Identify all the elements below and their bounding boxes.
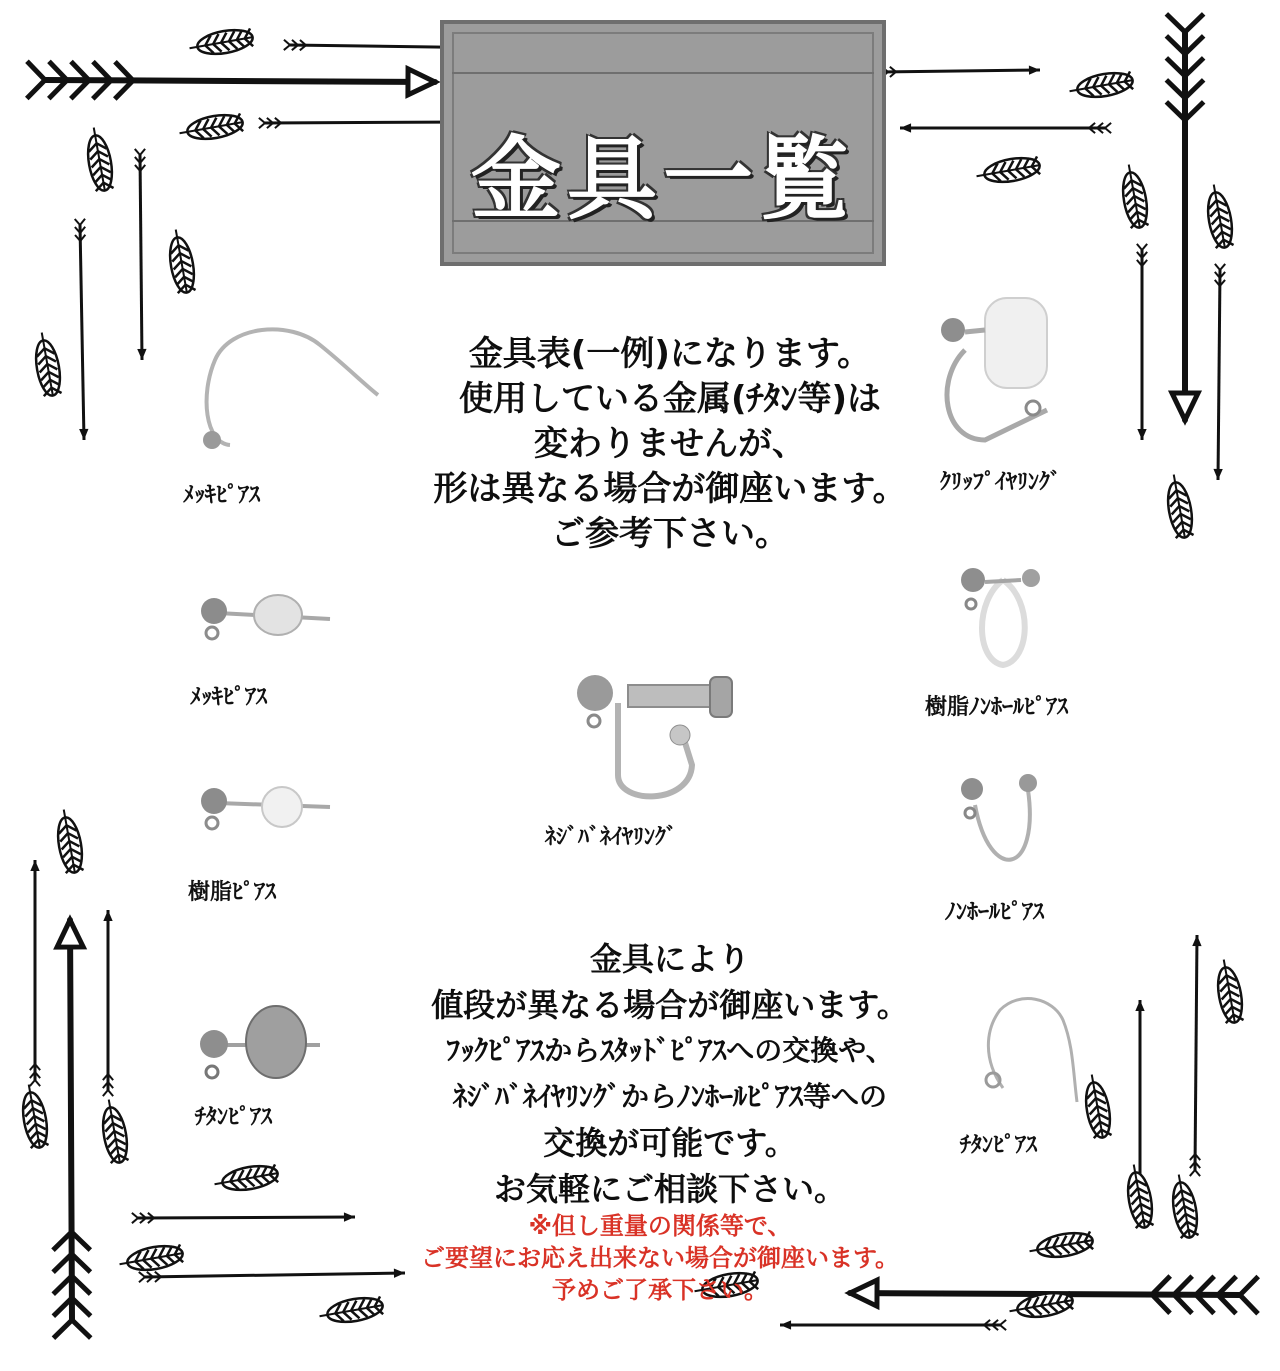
notice-line: 予めご了承下さい。 bbox=[552, 1276, 768, 1304]
fletching-icon bbox=[284, 40, 290, 45]
feather-icon bbox=[18, 1083, 51, 1150]
fletching-icon bbox=[135, 149, 140, 155]
fletching-icon bbox=[1195, 1170, 1200, 1176]
feather-icon bbox=[1028, 1229, 1095, 1262]
arrowhead-icon bbox=[1213, 469, 1222, 480]
intro-line: 使用している金属(ﾁﾀﾝ等)は bbox=[458, 379, 882, 419]
notice-line: ※但し重量の関係等で、 bbox=[528, 1212, 792, 1240]
fletching-icon bbox=[1000, 1325, 1006, 1330]
fletching-icon bbox=[108, 1090, 113, 1096]
large-fletching-icon bbox=[27, 61, 45, 98]
fletching-icon bbox=[1000, 1320, 1006, 1325]
fletching-icon bbox=[1137, 244, 1142, 250]
fletching-icon bbox=[132, 1218, 138, 1223]
label-nonhole: ﾉﾝﾎｰﾙﾋﾟｱｽ bbox=[945, 900, 1045, 925]
fletching-icon bbox=[1220, 264, 1225, 270]
clip-earring-image bbox=[935, 290, 1075, 460]
intro-line: 金具表(一例)になります。 bbox=[468, 334, 872, 374]
fletching-icon bbox=[259, 123, 265, 128]
arrowhead-icon bbox=[1029, 65, 1040, 74]
pricing-line: 金具により bbox=[589, 940, 750, 978]
fletching-icon bbox=[1215, 264, 1220, 270]
feather-icon bbox=[1203, 183, 1236, 250]
arrowhead-icon bbox=[900, 123, 911, 132]
fletching-icon bbox=[284, 45, 290, 50]
fletching-icon bbox=[103, 1090, 108, 1096]
feather-icon bbox=[31, 331, 64, 398]
label-screw-earring: ﾈｼﾞﾊﾞﾈｲﾔﾘﾝｸﾞ bbox=[545, 825, 678, 850]
feather-icon bbox=[165, 228, 198, 295]
stud-earring-plated-image bbox=[190, 585, 340, 655]
feather-icon bbox=[1118, 163, 1151, 230]
feather-icon bbox=[1081, 1073, 1114, 1140]
page-title: 金具一覧 bbox=[471, 126, 855, 232]
notice-line: ご要望にお応え出来ない場合が御座います。 bbox=[420, 1244, 900, 1272]
fletching-icon bbox=[35, 1080, 40, 1086]
fletching-icon bbox=[139, 1277, 145, 1282]
large-arrow-icon bbox=[70, 920, 72, 1320]
fletching-icon bbox=[1190, 1170, 1195, 1176]
feather-icon bbox=[1123, 1163, 1156, 1230]
nonhole-earring-image bbox=[950, 765, 1050, 870]
stud-earring-resin-image bbox=[190, 775, 340, 845]
label-stud-titanium: ﾁﾀﾝﾋﾟｱｽ bbox=[195, 1105, 273, 1130]
feather-icon bbox=[213, 1162, 280, 1195]
arrow-icon bbox=[140, 155, 142, 360]
feather-icon bbox=[1068, 69, 1135, 102]
large-fletching-icon bbox=[53, 1320, 90, 1338]
title-rule bbox=[452, 72, 874, 74]
arrowhead-icon bbox=[1192, 935, 1201, 946]
fletching-icon bbox=[1142, 244, 1147, 250]
pricing-text bbox=[390, 936, 950, 1212]
fletching-icon bbox=[30, 1080, 35, 1086]
feather-icon bbox=[178, 111, 245, 144]
notice-text bbox=[300, 1210, 1020, 1306]
fletching-icon bbox=[1105, 123, 1111, 128]
feather-icon bbox=[1213, 958, 1246, 1025]
feather-icon bbox=[1168, 1173, 1201, 1240]
fletching-icon bbox=[132, 1213, 138, 1218]
feather-icon bbox=[118, 1242, 185, 1275]
large-arrowhead-icon bbox=[57, 920, 83, 947]
fletching-icon bbox=[75, 219, 80, 225]
screw-earring-image bbox=[570, 655, 750, 815]
arrowhead-icon bbox=[137, 349, 146, 360]
arrowhead-icon bbox=[79, 429, 88, 440]
fletching-icon bbox=[139, 1272, 145, 1277]
pricing-line: 交換が可能です。 bbox=[543, 1124, 797, 1162]
pricing-line: お気軽にご相談下さい。 bbox=[493, 1170, 846, 1208]
label-hook-plated: ﾒｯｷﾋﾟｱｽ bbox=[183, 483, 261, 508]
label-stud-plated: ﾒｯｷﾋﾟｱｽ bbox=[190, 685, 268, 710]
title-banner bbox=[440, 20, 886, 266]
arrowhead-icon bbox=[30, 860, 39, 871]
arrowhead-icon bbox=[103, 910, 112, 921]
pricing-line: ﾌｯｸﾋﾟｱｽからｽﾀｯﾄﾞﾋﾟｱｽへの交換や、 bbox=[446, 1034, 894, 1067]
large-fletching-icon bbox=[1166, 14, 1203, 32]
label-clip-earring: ｸﾘｯﾌﾟｲﾔﾘﾝｸﾞ bbox=[940, 470, 1062, 495]
intro-line: ご参考下さい。 bbox=[551, 514, 789, 554]
feather-icon bbox=[83, 126, 116, 193]
arrowhead-icon bbox=[1135, 1000, 1144, 1011]
feather-icon bbox=[975, 154, 1042, 187]
feather-icon bbox=[1163, 473, 1196, 540]
intro-text bbox=[390, 332, 950, 557]
arrow-icon bbox=[1218, 270, 1220, 480]
stud-earring-titanium-image bbox=[190, 1000, 330, 1090]
arrow-icon bbox=[1195, 935, 1197, 1170]
intro-line: 変わりませんが、 bbox=[534, 424, 806, 464]
hook-earring-titanium-image bbox=[965, 990, 1085, 1110]
large-arrowhead-icon bbox=[408, 69, 435, 95]
pricing-line: ﾈｼﾞﾊﾞﾈｲﾔﾘﾝｸﾞからﾉﾝﾎｰﾙﾋﾟｱｽ等への bbox=[452, 1080, 887, 1113]
feather-icon bbox=[53, 808, 86, 875]
arrow-icon bbox=[80, 225, 84, 440]
arrowhead-icon bbox=[1137, 429, 1146, 440]
large-arrowhead-icon bbox=[1172, 393, 1198, 420]
label-stud-resin: 樹脂ﾋﾟｱｽ bbox=[188, 880, 277, 905]
label-hook-titanium: ﾁﾀﾝﾋﾟｱｽ bbox=[960, 1133, 1038, 1158]
arrow-icon bbox=[880, 70, 1040, 72]
arrowhead-icon bbox=[780, 1320, 791, 1329]
intro-line: 形は異なる場合が御座います。 bbox=[433, 469, 907, 509]
fletching-icon bbox=[80, 219, 85, 225]
feather-icon bbox=[98, 1098, 131, 1165]
large-arrow-icon bbox=[45, 80, 435, 82]
fletching-icon bbox=[1105, 128, 1111, 133]
fletching-icon bbox=[259, 118, 265, 123]
feather-icon bbox=[188, 26, 255, 59]
hook-earring-image bbox=[180, 315, 390, 465]
label-resin-nonhole: 樹脂ﾉﾝﾎｰﾙﾋﾟｱｽ bbox=[925, 695, 1069, 720]
fletching-icon bbox=[140, 149, 145, 155]
resin-nonhole-earring-image bbox=[945, 560, 1055, 675]
large-fletching-icon bbox=[1240, 1276, 1258, 1313]
pricing-line: 値段が異なる場合が御座います。 bbox=[431, 986, 909, 1024]
